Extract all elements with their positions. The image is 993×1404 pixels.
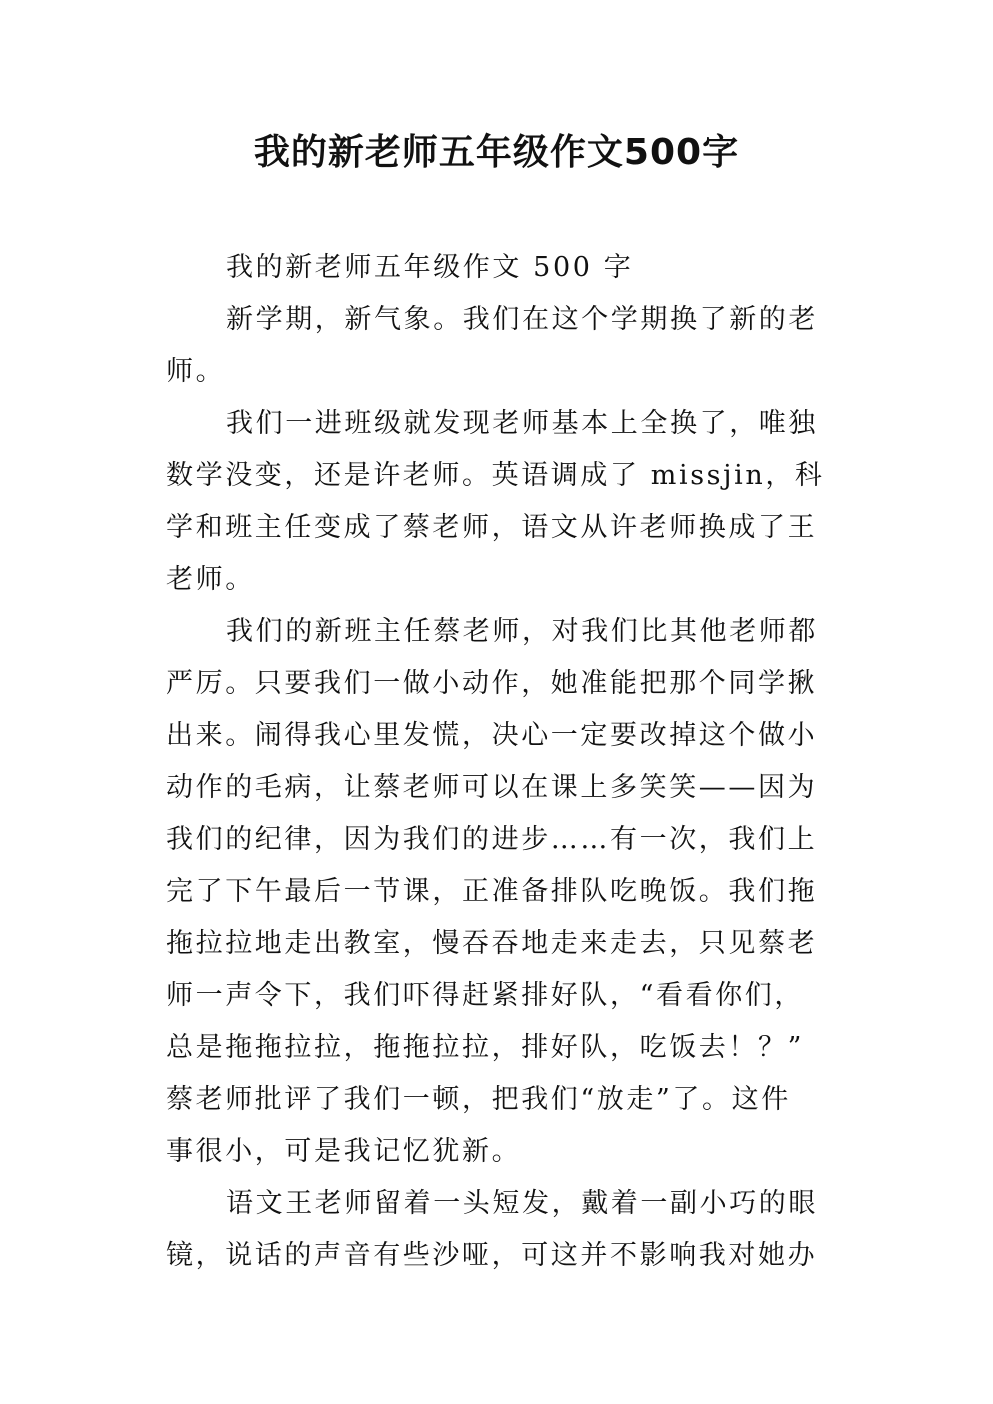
text-line: 我的新老师五年级作文 500 字 (226, 252, 634, 283)
text-line: 拖拉拉地走出教室，慢吞吞地走来走去，只见蔡老 (166, 928, 818, 959)
text-line: 蔡老师批评了我们一顿，把我们“放走”了。这件 (166, 1084, 791, 1115)
text-line: 出来。闹得我心里发慌，决心一定要改掉这个做小 (166, 720, 818, 751)
text-line: 我们一进班级就发现老师基本上全换了，唯独 (226, 408, 818, 439)
text-line: 总是拖拖拉拉，拖拖拉拉，排好队，吃饭去！？” (166, 1032, 805, 1063)
text-line: 动作的毛病，让蔡老师可以在课上多笑笑——因为 (166, 772, 818, 803)
text-line: 我们的新班主任蔡老师，对我们比其他老师都 (226, 616, 818, 647)
text-line: 师。 (166, 356, 226, 387)
text-line: 严厉。只要我们一做小动作，她准能把那个同学揪 (166, 668, 818, 699)
text-line: 学和班主任变成了蔡老师，语文从许老师换成了王 (166, 512, 818, 543)
text-line: 我们的纪律，因为我们的进步……有一次，我们上 (166, 824, 818, 855)
text-line: 数学没变，还是许老师。英语调成了 missjin，科 (166, 460, 825, 491)
text-line: 语文王老师留着一头短发，戴着一副小巧的眼 (226, 1188, 818, 1219)
text-line: 新学期，新气象。我们在这个学期换了新的老 (226, 304, 818, 335)
text-line: 镜，说话的声音有些沙哑，可这并不影响我对她办 (166, 1240, 818, 1271)
text-line: 老师。 (166, 564, 255, 595)
text-line: 完了下午最后一节课，正准备排队吃晚饭。我们拖 (166, 876, 818, 907)
document-title: 我的新老师五年级作文500字 (253, 132, 740, 173)
text-line: 师一声令下，我们吓得赶紧排好队，“看看你们， (166, 980, 805, 1011)
text-line: 事很小，可是我记忆犹新。 (166, 1136, 522, 1167)
